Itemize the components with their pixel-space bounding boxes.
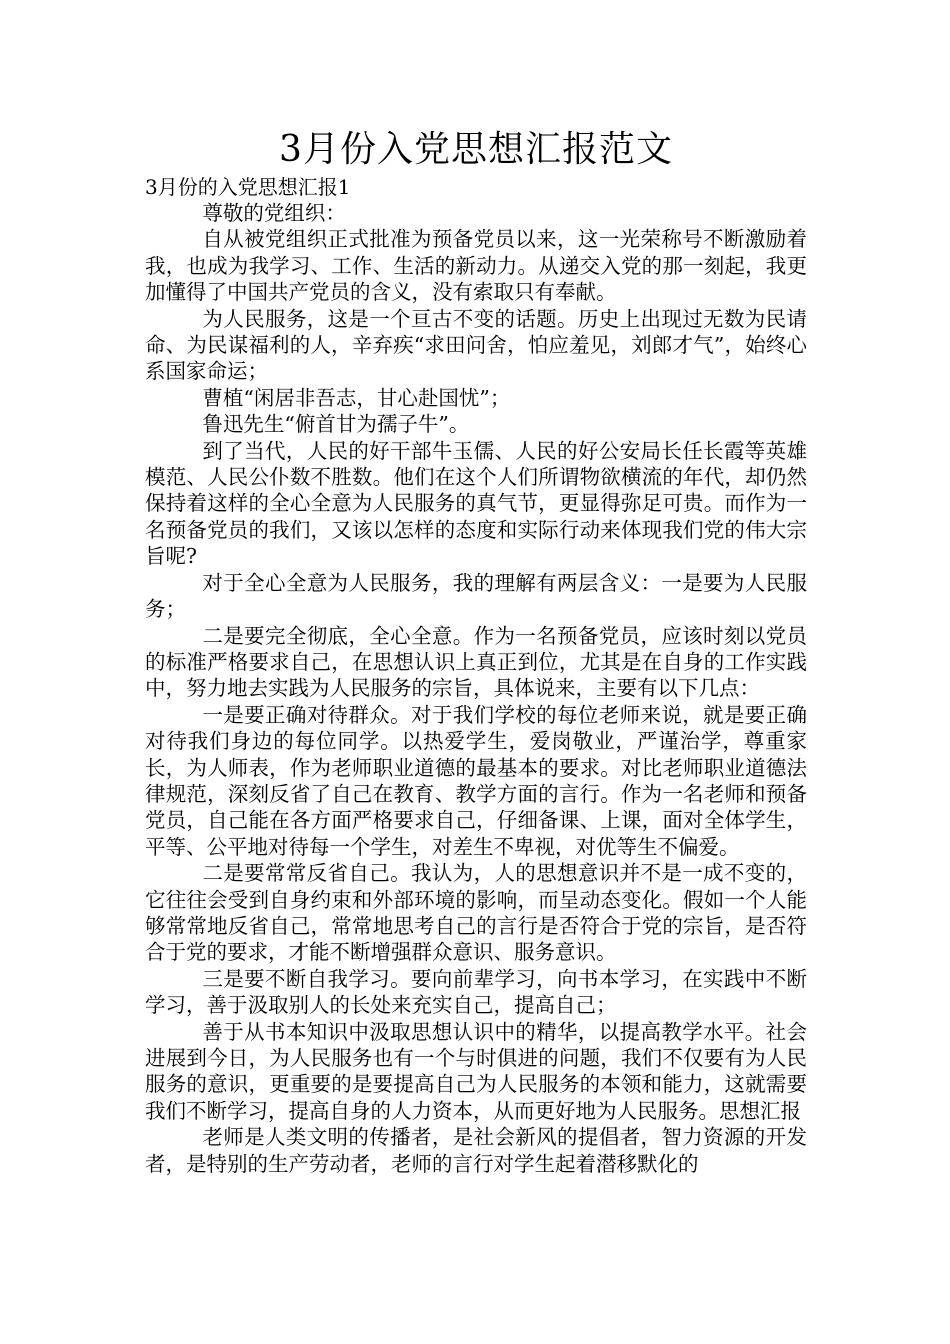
paragraph: 二是要完全彻底，全心全意。作为一名预备党员，应该时刻以党员的标准严格要求自己，在思想认识上真正到位，尤其是在自身的工作实践中，努力地去实践为人民服务的宗旨，具体说来，主要有以下几点：	[145, 623, 807, 701]
document-page	[145, 128, 807, 1177]
paragraph: 二是要常常反省自己。我认为，人的思想意识并不是一成不变的，它往往会受到自身约束和外部环境的影响，而呈动态变化。假如一个人能够常常地反省自己，常常地思考自己的言行是否符合于党的宗旨，是否符合于党的要求，才能不断增强群众意识、服务意识。	[145, 861, 807, 965]
paragraph: 曹植“闲居非吾志，甘心赴国忧”；	[202, 385, 511, 410]
paragraph: 为人民服务，这是一个亘古不变的话题。历史上出现过无数为民请命、为民谋福利的人，辛弃疾“求田问舍，怕应羞见，刘郎才气”，始终心系国家命运；	[145, 306, 807, 384]
paragraph: 三是要不断自我学习。要向前辈学习，向书本学习，在实践中不断学习，善于汲取别人的长处来充实自己，提高自己；	[145, 966, 807, 1018]
paragraph: 自从被党组织正式批准为预备党员以来，这一光荣称号不断激励着我，也成为我学习、工作、生活的新动力。从递交入党的那一刻起，我更加懂得了中国共产党员的含义，没有索取只有奉献。	[145, 227, 807, 305]
paragraph: 老师是人类文明的传播者，是社会新风的提倡者，智力资源的开发者，是特别的生产劳动者，老师的言行对学生起着潜移默化的	[145, 1125, 807, 1176]
paragraph: 善于从书本知识中汲取思想认识中的精华，以提高教学水平。社会进展到今日，为人民服务也有一个与时俱进的问题，我们不仅要有为人民服务的意识，更重要的是要提高自己为人民服务的本领和能力，这就需要我们不断学习，提高自身的人力资本，从而更好地为人民服务。思想汇报	[145, 1019, 807, 1123]
paragraph: 到了当代，人民的好干部牛玉儒、人民的好公安局长任长霞等英雄模范、人民公仆数不胜数。他们在这个人们所谓物欲横流的年代，却仍然保持着这样的全心全意为人民服务的真气节，更显得弥足可贵。而作为一名预备党员的我们，又该以怎样的态度和实际行动来体现我们党的伟大宗旨呢?	[145, 438, 807, 569]
document-title: 3月份入党思想汇报范文	[279, 129, 673, 170]
paragraph: 对于全心全意为人民服务，我的理解有两层含义：一是要为人民服务；	[145, 570, 807, 622]
paragraph: 鲁迅先生“俯首甘为孺子牛”。	[202, 412, 470, 437]
document-subtitle: 3月份的入党思想汇报1	[145, 175, 351, 199]
paragraph-salutation: 尊敬的党组织：	[202, 201, 346, 225]
paragraph: 一是要正确对待群众。对于我们学校的每位老师来说，就是要正确对待我们身边的每位同学。以热爱学生，爱岗敬业，严谨治学，尊重家长，为人师表，作为老师职业道德的最基本的要求。对比老师职业道德法律规范，深刻反省了自己在教育、教学方面的言行。作为一名老师和预备党员，自己能在各方面严格要求自己，仔细备课、上课，面对全体学生，平等、公平地对待每一个学生，对差生不卑视，对优等生不偏爱。	[145, 702, 807, 859]
